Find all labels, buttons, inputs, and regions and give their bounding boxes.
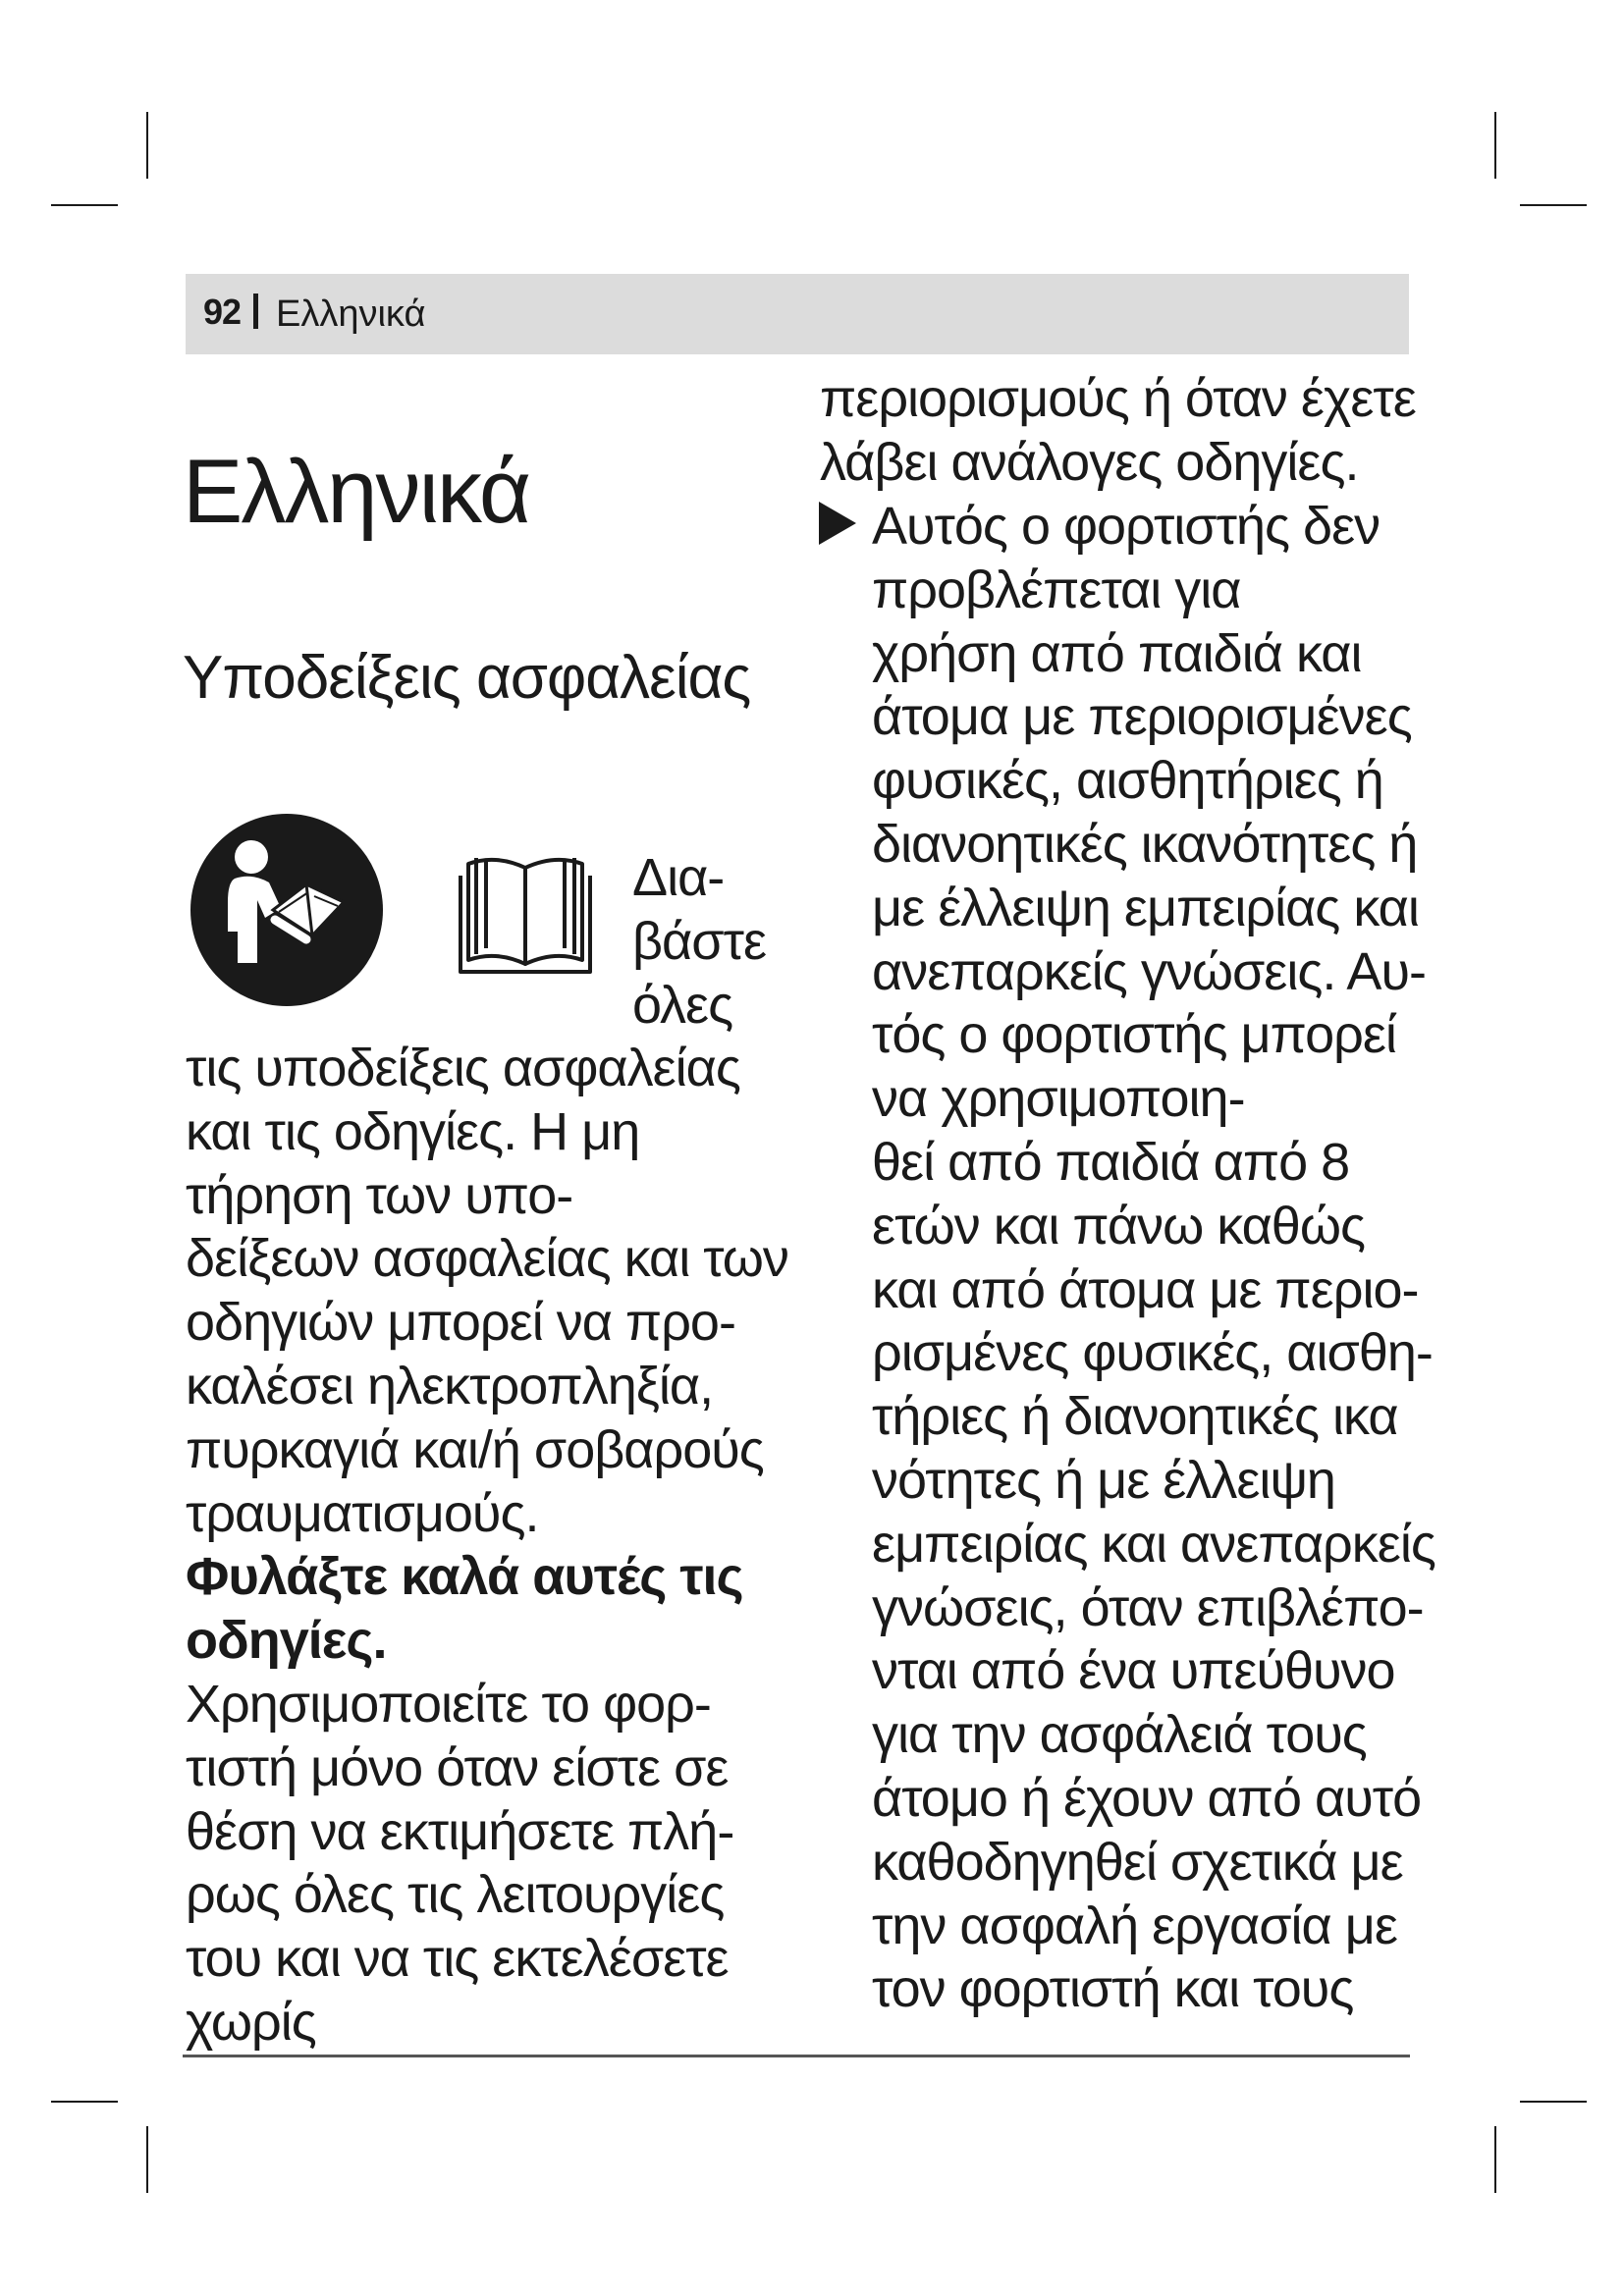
text-line: τιστή μόνο όταν είστε σε	[186, 1737, 729, 1797]
text-line: με έλλειψη εμπειρίας και	[872, 878, 1419, 937]
text-line: τήρηση των υπο-	[186, 1165, 573, 1225]
text-line: χρήση από παιδιά και	[872, 623, 1362, 683]
text-line: ανεπαρκείς γνώσεις. Αυ-	[872, 941, 1426, 1001]
text-line: τις υποδείξεις ασφαλείας	[186, 1039, 740, 1097]
text-line: θεί από παιδιά από 8	[872, 1132, 1350, 1192]
crop-mark-bottom-right	[1494, 2126, 1496, 2193]
text-line: φυσικές, αισθητήριες ή	[872, 751, 1383, 811]
page-number: 92	[203, 292, 242, 332]
text-line: γνώσεις, όταν επιβλέπο-	[872, 1577, 1424, 1637]
text-line: για την ασφάλειά τους	[872, 1705, 1367, 1765]
crop-mark-bottom-left	[51, 2101, 118, 2103]
crop-mark-top-right	[1520, 204, 1587, 206]
header-separator	[253, 294, 258, 329]
footer-divider	[183, 2055, 1410, 2057]
header-language: Ελληνικά	[276, 294, 426, 335]
text-line: να χρησιμοποιη-	[872, 1069, 1245, 1129]
text-line: Δια-	[632, 848, 725, 907]
text-line: χωρίς	[186, 1992, 316, 2052]
text-line: όλες	[632, 975, 733, 1035]
text-line: και τις οδηγίες. Η μη	[186, 1101, 640, 1161]
text-line: τός ο φορτιστής μπορεί	[872, 1005, 1396, 1065]
text-line: τραυματισμούς.	[186, 1483, 539, 1543]
text-line: νότητες ή με έλλειψη	[872, 1450, 1335, 1510]
crop-mark-top-left	[146, 112, 148, 179]
text-line: άτομα με περιορισμένες	[872, 687, 1412, 747]
text-line: άτομο ή έχουν από αυτό	[872, 1768, 1422, 1828]
text-line: περιορισμούς ή όταν έχετε	[820, 369, 1416, 428]
right-column-continuation	[820, 367, 1416, 495]
text-line: πυρκαγιά και/ή σοβαρούς	[186, 1419, 764, 1479]
text-line: εμπειρίας και ανεπαρκείς	[872, 1514, 1435, 1574]
bullet-arrow-icon	[819, 502, 856, 545]
crop-mark-top-right	[1494, 112, 1496, 179]
text-line: οδηγιών μπορεί να προ-	[186, 1293, 735, 1353]
text-line: τήριες ή διανοητικές ικα	[872, 1387, 1398, 1447]
section-heading: Υποδείξεις ασφαλείας	[183, 644, 751, 712]
text-line: ρισμένες φυσικές, αισθη-	[872, 1323, 1433, 1383]
text-line: καλέσει ηλεκτροπληξία,	[186, 1356, 714, 1415]
text-line: διανοητικές ικανότητες ή	[872, 814, 1418, 874]
text-line: καθοδηγηθεί σχετικά με	[872, 1832, 1403, 1892]
page-title: Ελληνικά	[183, 442, 530, 542]
text-line: και από άτομα με περιο-	[872, 1259, 1419, 1319]
crop-mark-top-left	[51, 204, 118, 206]
text-line: Αυτός ο φορτιστής δεν	[872, 497, 1380, 556]
crop-mark-bottom-right	[1520, 2101, 1587, 2103]
text-line: τον φορτιστή και τους	[872, 1959, 1354, 2019]
text-line: ετών και πάνω καθώς	[872, 1196, 1366, 1255]
text-line: θέση να εκτιμήσετε πλή-	[186, 1801, 734, 1861]
child-safety-bullet	[872, 495, 1435, 2021]
crop-mark-bottom-left	[146, 2126, 148, 2193]
text-line: του και να τις εκτελέσετε	[186, 1929, 729, 1989]
text-line: Χρησιμοποιείτε το φορ-	[186, 1674, 711, 1734]
icon-side-text	[632, 846, 766, 1037]
text-line: προβλέπεται για	[872, 560, 1241, 619]
bold-text-line: Φυλάξτε καλά αυτές τις	[186, 1547, 743, 1607]
text-line: βάστε	[632, 911, 767, 971]
text-line: ρως όλες τις λειτουργίες	[186, 1865, 725, 1925]
bold-text-line: οδηγίες.	[186, 1611, 387, 1671]
safety-warning-text	[186, 1037, 788, 2055]
text-line: νται από ένα υπεύθυνο	[872, 1641, 1395, 1701]
open-book-icon	[447, 842, 604, 980]
text-line: λάβει ανάλογες οδηγίες.	[820, 432, 1359, 492]
page-header	[186, 274, 1409, 354]
text-line: δείξεων ασφαλείας και των	[186, 1229, 788, 1289]
read-manual-icon	[190, 814, 383, 1006]
text-line: την ασφαλή εργασία με	[872, 1896, 1397, 1955]
